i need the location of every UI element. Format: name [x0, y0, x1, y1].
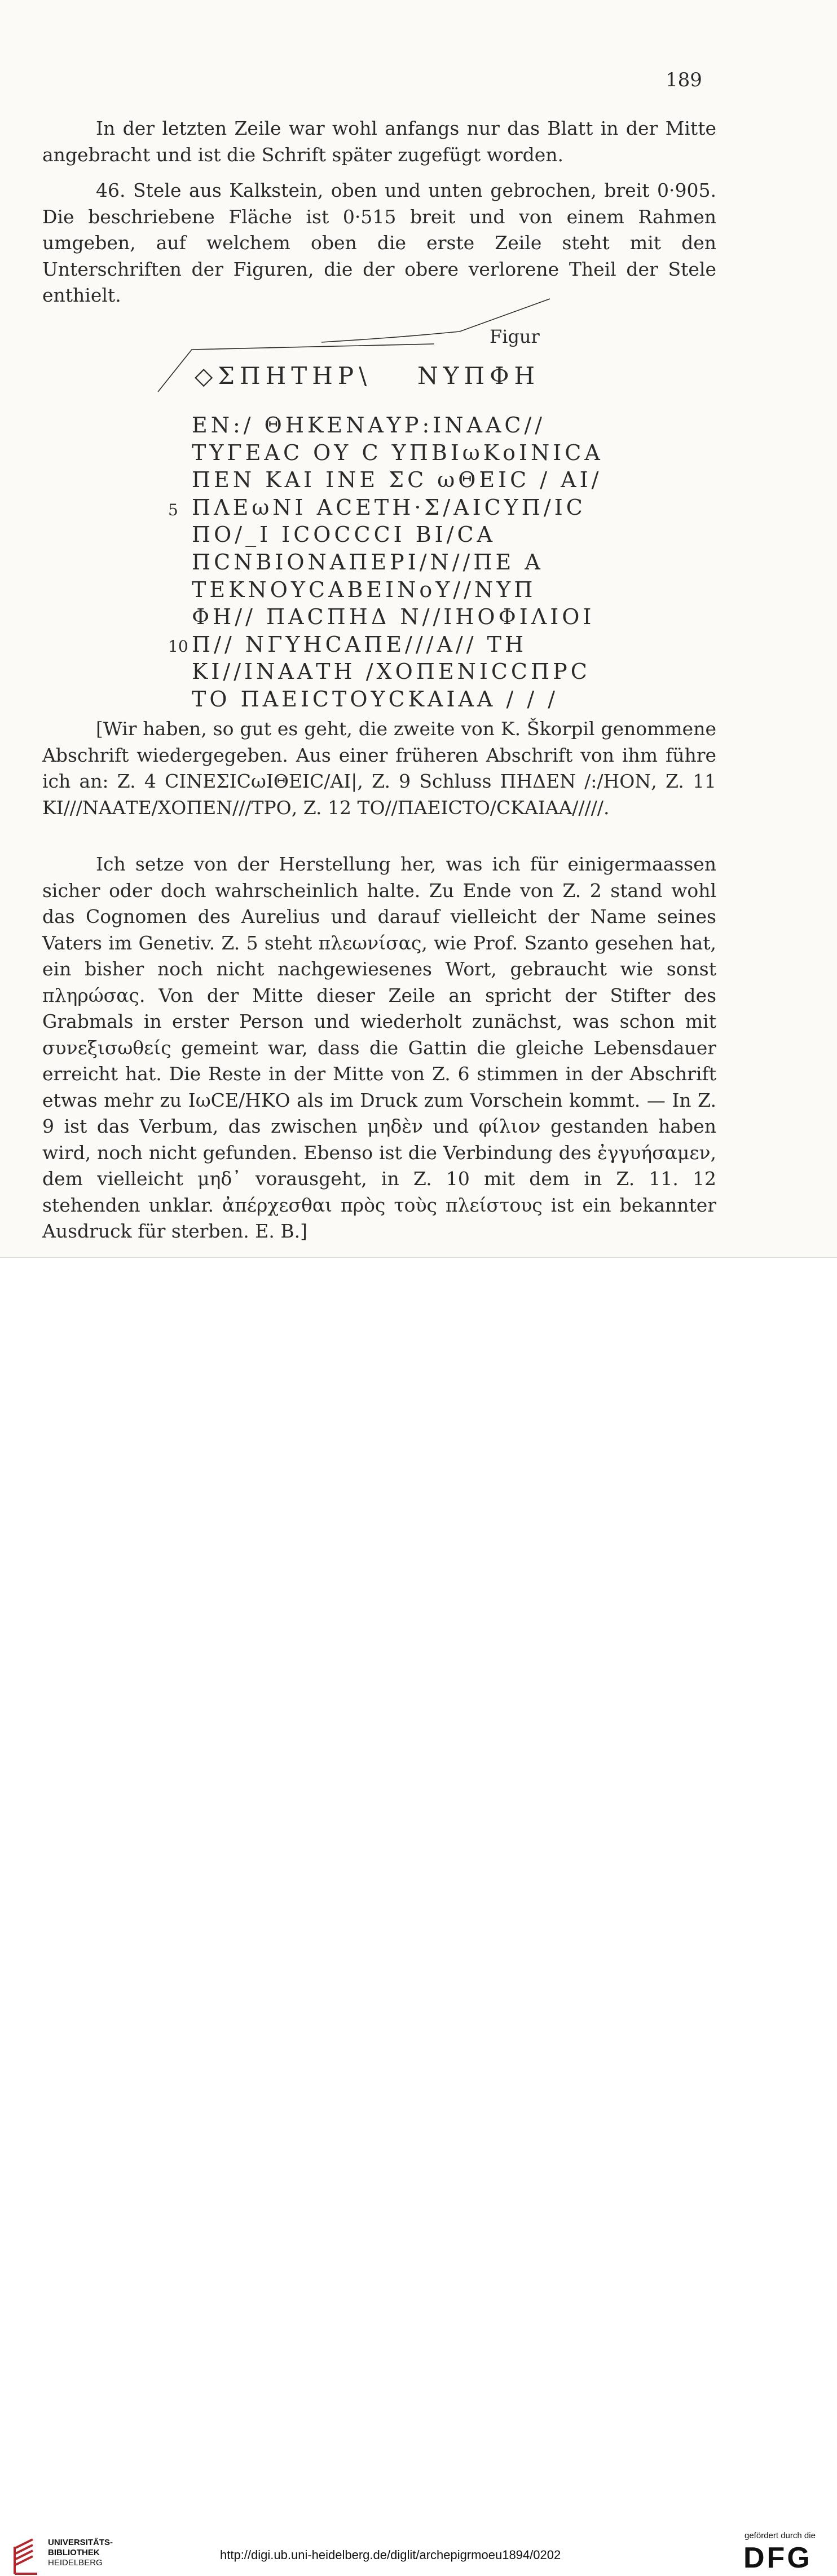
paragraph-text: In der letzten Zeile war wohl anfangs nur das Blatt in der Mitte angebracht und ist die Schrift später zugefügt worden.	[42, 117, 716, 166]
inscription-line: ΠΟ/_Ι ΙCΟCCCΙ ΒΙ/CΑ	[192, 522, 496, 547]
inscription-top-right: ΝΥΠΦΗ	[417, 362, 540, 390]
paragraph-intro	[42, 116, 716, 168]
scanned-page	[0, 0, 837, 1257]
inscription-top-left: ◇ΣΠΗΤΗΡ\	[195, 362, 372, 390]
paragraph-text: 46. Stele aus Kalkstein, oben und unten gebrochen, breit 0·905. Die beschriebene Fläche ist 0·515 breit und von einem Rahmen umgeben, auf welchem oben die erste Zeile steht mit den Unterschriften der Figuren, die der obere verlorene Theil der Stele enthielt.	[42, 179, 716, 306]
paragraph-commentary	[42, 851, 716, 1245]
inscription-line: ΠΕΝ ΚΑΙ ΙΝΕ ΣC ωΘΕΙC / ΑΙ/	[192, 467, 602, 493]
inscription-line: ΤΕΚΝΟΥCΑΒΕΙΝοΥ//ΝΥΠ	[192, 577, 536, 602]
paragraph-stele-description	[42, 178, 716, 309]
inscription-line: ΤΥΓΕΑC ΟΥ C ΥΠΒΙωΚοΙΝΙCΑ	[192, 440, 603, 465]
line-number: 10	[168, 637, 188, 656]
library-name-line: BIBLIOTHEK	[48, 2548, 100, 2557]
funding-caption: gefördert durch die	[745, 2531, 816, 2540]
inscription-line: ΕΝ:/ ΘΗΚΕΝΑΥΡ:ΙΝΑΑC//	[192, 413, 546, 438]
library-name	[48, 2538, 113, 2568]
inscription-line: ΚΙ//ΙΝΑΑΤΗ /ΧΟΠΕΝΙCCΠΡC	[192, 659, 591, 684]
inscription-line: ΠΛΕωΝΙ ΑCΕΤΗ·Σ/ΑΙCΥΠ/ΙC	[192, 494, 586, 520]
inscription-line: Π// ΝΓΥΗCΑΠΕ///Α// ΤΗ	[192, 631, 527, 657]
inscription-block	[192, 412, 603, 713]
page-number: 189	[666, 69, 702, 91]
line-number: 5	[168, 501, 178, 519]
footer-bar	[0, 1257, 837, 2574]
inscription-line: ΠCΝΒΙΟΝΑΠΕΡΙ/Ν//ΠΕ Α	[192, 549, 544, 575]
library-name-line: UNIVERSITÄTS-	[48, 2538, 113, 2547]
inscription-line: ΤΟ ΠΑΕΙCΤΟΥCΚΑΙΑΑ / / /	[192, 686, 559, 712]
paragraph-text: Ich setze von der Herstellung her, was ich für einigermaassen sicher oder doch wahrscheinlich halte. Zu Ende von Z. 2 stand wohl das Cognomen des Aurelius und darauf vielleicht der Name seines Vaters im Genetiv. Z. 5 steht πλεωνίσας, wie Prof. Szanto gesehen hat, ein bisher noch nicht nachgewiesenes Wort, gebraucht wie sonst πληρώσας. Von der Mitte dieser Zeile an spricht der Stifter des Grabmals in erster Person und wiederholt zunächst, was schon mit συνεξισωθείς gemeint war, dass die Gattin die gleiche Lebensdauer erreicht hat. Die Reste in der Mitte von Z. 6 stimmen in der Abschrift etwas mehr zu ΙωCΕ/ΗΚΟ als im Druck zum Vorschein kommt. — In Z. 9 ist das Verbum, das zwischen μηδὲν und φίλιον gestanden haben wird, noch nicht gefunden. Ebenso ist die Verbindung des ἐγγυήσαμεν, dem vielleicht μηδ᾽ vorausgeht, in Z. 10 mit dem in Z. 11. 12 stehenden unklar. ἀπέρχεσθαι πρὸς τοὺς πλείστους ist ein bekannter Ausdruck für sterben. E. B.]	[42, 853, 716, 1242]
permalink-url[interactable]: http://digi.ub.uni-heidelberg.de/diglit/archepigrmoeu1894/0202	[220, 2548, 561, 2562]
paragraph-editorial-note	[42, 716, 716, 821]
inscription-line: ΦΗ// ΠΑCΠΗΔ Ν//ΙΗΟΦΙΛΙΟΙ	[192, 604, 595, 630]
dfg-logo: DFG	[743, 2542, 812, 2574]
paragraph-text: [Wir haben, so gut es geht, die zweite von K. Škorpil genommene Abschrift wiedergegeben. Aus einer früheren Abschrift von ihm führe ich an: Z. 4 CΙΝΕΣΙCωΙΘΕΙC/ΑΙ|, Z. 9 Schluss ΠΗΔΕΝ /:/ΗΟΝ, Z. 11 ΚΙ///ΝΑΑΤΕ/ΧΟΠΕΝ///ΤΡΟ, Z. 12 ΤΟ//ΠΑΕΙCΤΟ/CΚΑΙΑΑ/////.	[42, 718, 716, 819]
university-library-logo-icon	[10, 2537, 45, 2576]
figure-label: Figur	[490, 326, 540, 347]
library-name-line: HEIDELBERG	[48, 2558, 103, 2568]
